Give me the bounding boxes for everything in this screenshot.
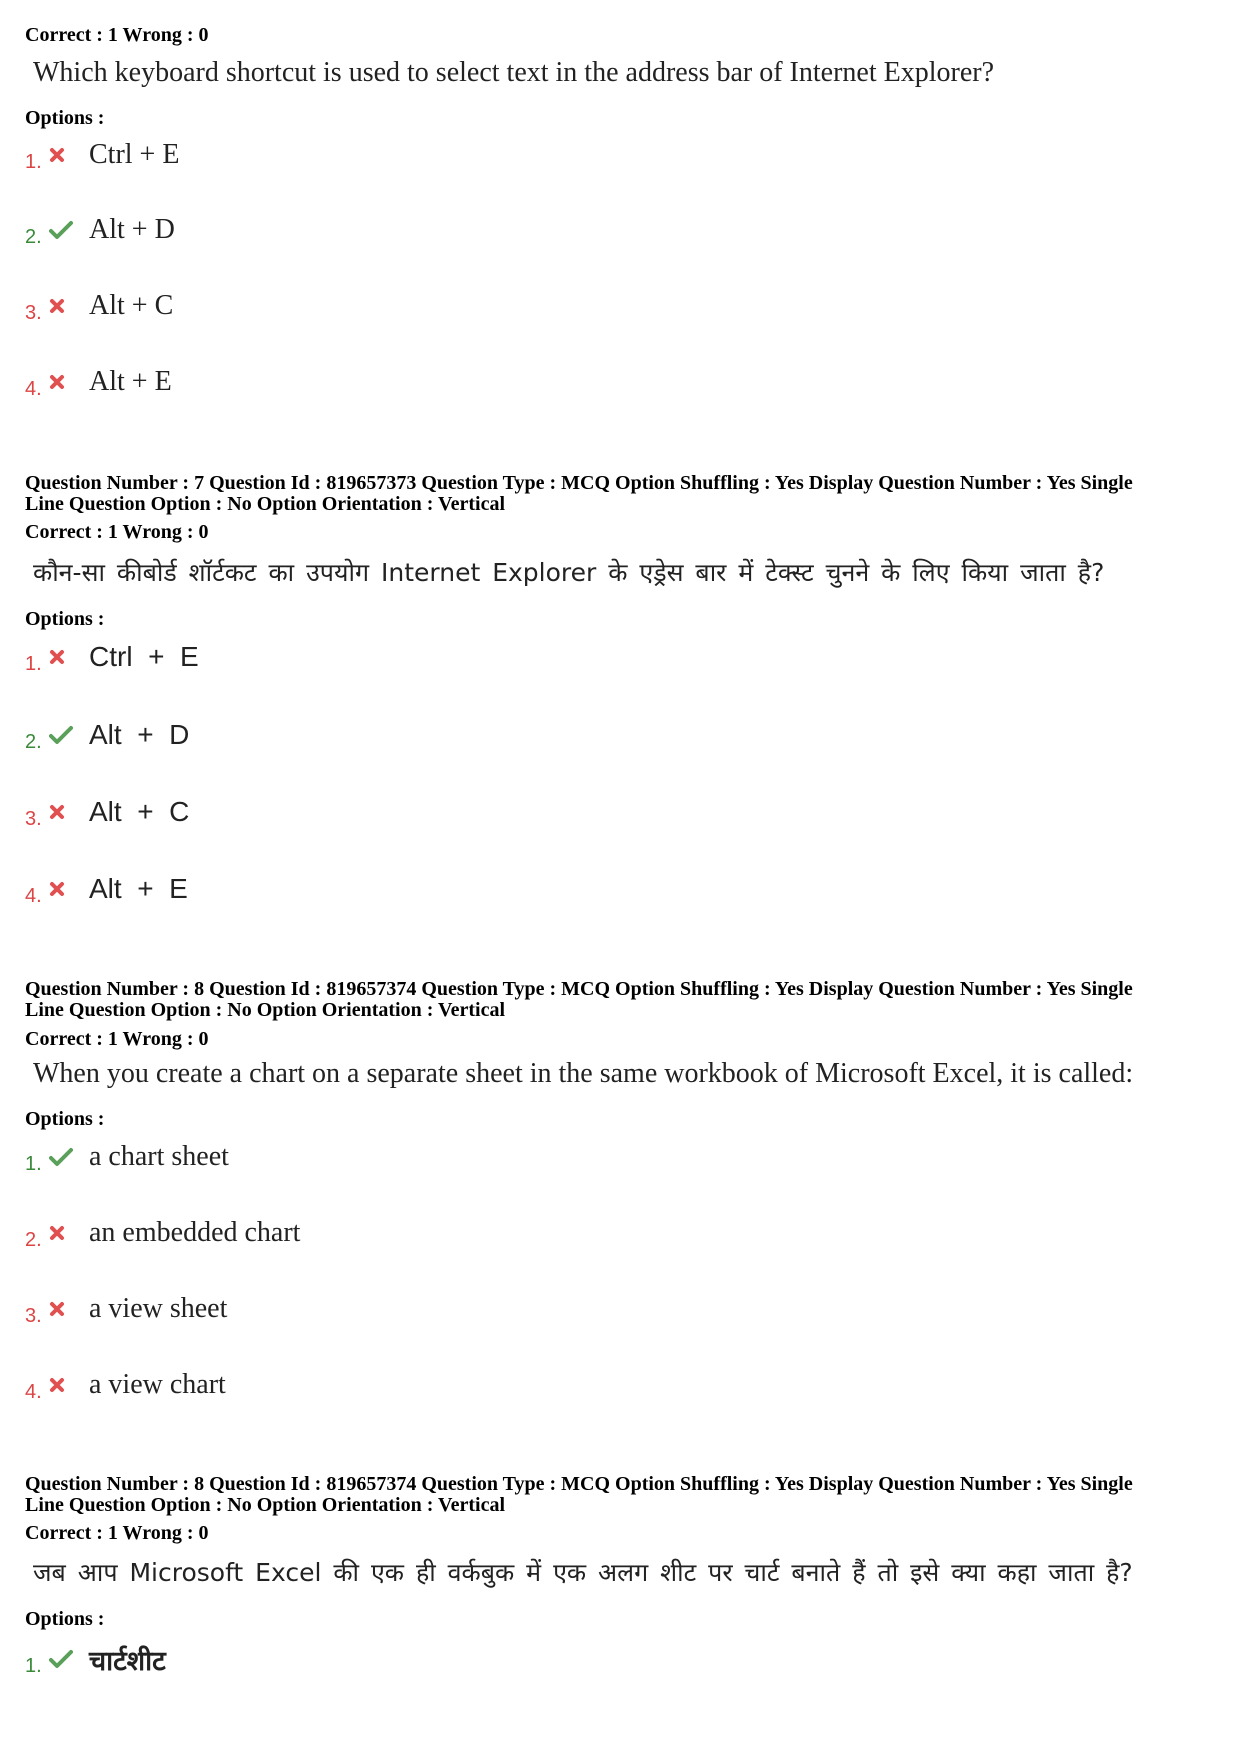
option-item <box>25 869 188 909</box>
cross-icon <box>49 147 79 163</box>
question-text: Which keyboard shortcut is used to select text in the address bar of Internet Explorer? <box>33 57 995 88</box>
option-item <box>25 637 199 677</box>
option-item <box>25 286 173 326</box>
option-number: 1. <box>25 1654 42 1677</box>
question-text: जब आप Microsoft Excel की एक ही वर्कबुक में एक अलग शीट पर चार्ट बनाते हैं तो इसे क्या कहा जाता है? <box>33 1558 1133 1587</box>
question-meta <box>25 1474 1220 1516</box>
option-number: 1. <box>25 652 42 675</box>
options-label: Options : <box>25 107 105 129</box>
question-meta-line2: Line Question Option : No Option Orientation : Vertical <box>25 1494 506 1516</box>
cross-icon <box>49 804 79 820</box>
correct-wrong-line: Correct : 1 Wrong : 0 <box>25 521 209 543</box>
option-number: 1. <box>25 1152 42 1175</box>
question-meta-line2: Line Question Option : No Option Orientation : Vertical <box>25 493 506 515</box>
option-text: an embedded chart <box>89 1217 301 1248</box>
option-text: Alt + C <box>89 796 190 827</box>
option-item <box>25 210 175 250</box>
option-item <box>25 135 179 175</box>
options-label: Options : <box>25 1108 105 1130</box>
cross-icon <box>49 1377 79 1393</box>
option-number: 2. <box>25 1228 42 1251</box>
option-number: 3. <box>25 1304 42 1327</box>
option-text: a chart sheet <box>89 1141 229 1172</box>
cross-icon <box>49 649 79 665</box>
option-text: Ctrl + E <box>89 641 199 672</box>
option-number: 3. <box>25 301 42 324</box>
question-meta <box>25 473 1220 515</box>
check-icon <box>49 220 79 240</box>
question-meta-line2: Line Question Option : No Option Orientation : Vertical <box>25 999 506 1021</box>
check-icon <box>49 725 79 745</box>
option-number: 1. <box>25 150 42 173</box>
option-text: Alt + D <box>89 214 175 245</box>
option-item <box>25 1137 229 1177</box>
question-meta-line1: Question Number : 7 Question Id : 819657373 Question Type : MCQ Option Shuffling : Yes Display Question Number : Yes Single <box>25 472 1133 494</box>
question-text: कौन-सा कीबोर्ड शॉर्टकट का उपयोग Internet Explorer के एड्रेस बार में टेक्स्ट चुनने के लिए किया जाता है? <box>33 558 1105 587</box>
options-label: Options : <box>25 608 105 630</box>
option-text: a view sheet <box>89 1293 228 1324</box>
check-icon <box>49 1147 79 1167</box>
option-text: Alt + D <box>89 719 190 750</box>
options-label: Options : <box>25 1608 105 1630</box>
option-number: 4. <box>25 377 42 400</box>
question-meta-line1: Question Number : 8 Question Id : 819657374 Question Type : MCQ Option Shuffling : Yes Display Question Number : Yes Single <box>25 978 1133 1000</box>
correct-wrong-line: Correct : 1 Wrong : 0 <box>25 1028 209 1050</box>
question-meta-line1: Question Number : 8 Question Id : 819657374 Question Type : MCQ Option Shuffling : Yes Display Question Number : Yes Single <box>25 1473 1133 1495</box>
option-text: Alt + C <box>89 290 174 321</box>
check-icon <box>49 1649 79 1669</box>
option-item <box>25 715 189 755</box>
cross-icon <box>49 1301 79 1317</box>
option-item <box>25 1289 227 1329</box>
option-number: 2. <box>25 225 42 248</box>
correct-wrong-line: Correct : 1 Wrong : 0 <box>25 24 209 46</box>
option-item <box>25 792 189 832</box>
option-text: चार्टशीट <box>89 1645 166 1677</box>
option-text: a view chart <box>89 1369 226 1400</box>
option-number: 4. <box>25 884 42 907</box>
question-text: When you create a chart on a separate sheet in the same workbook of Microsoft Excel, it is called: <box>33 1058 1134 1089</box>
cross-icon <box>49 1225 79 1241</box>
cross-icon <box>49 881 79 897</box>
option-item <box>25 1213 300 1253</box>
cross-icon <box>49 374 79 390</box>
option-text: Alt + E <box>89 366 172 397</box>
question-meta <box>25 979 1220 1021</box>
correct-wrong-line: Correct : 1 Wrong : 0 <box>25 1522 209 1544</box>
option-number: 4. <box>25 1380 42 1403</box>
option-item <box>25 1639 166 1679</box>
option-text: Alt + E <box>89 873 188 904</box>
option-text: Ctrl + E <box>89 139 180 170</box>
cross-icon <box>49 298 79 314</box>
option-item <box>25 362 172 402</box>
option-number: 2. <box>25 730 42 753</box>
option-item <box>25 1365 226 1405</box>
option-number: 3. <box>25 807 42 830</box>
